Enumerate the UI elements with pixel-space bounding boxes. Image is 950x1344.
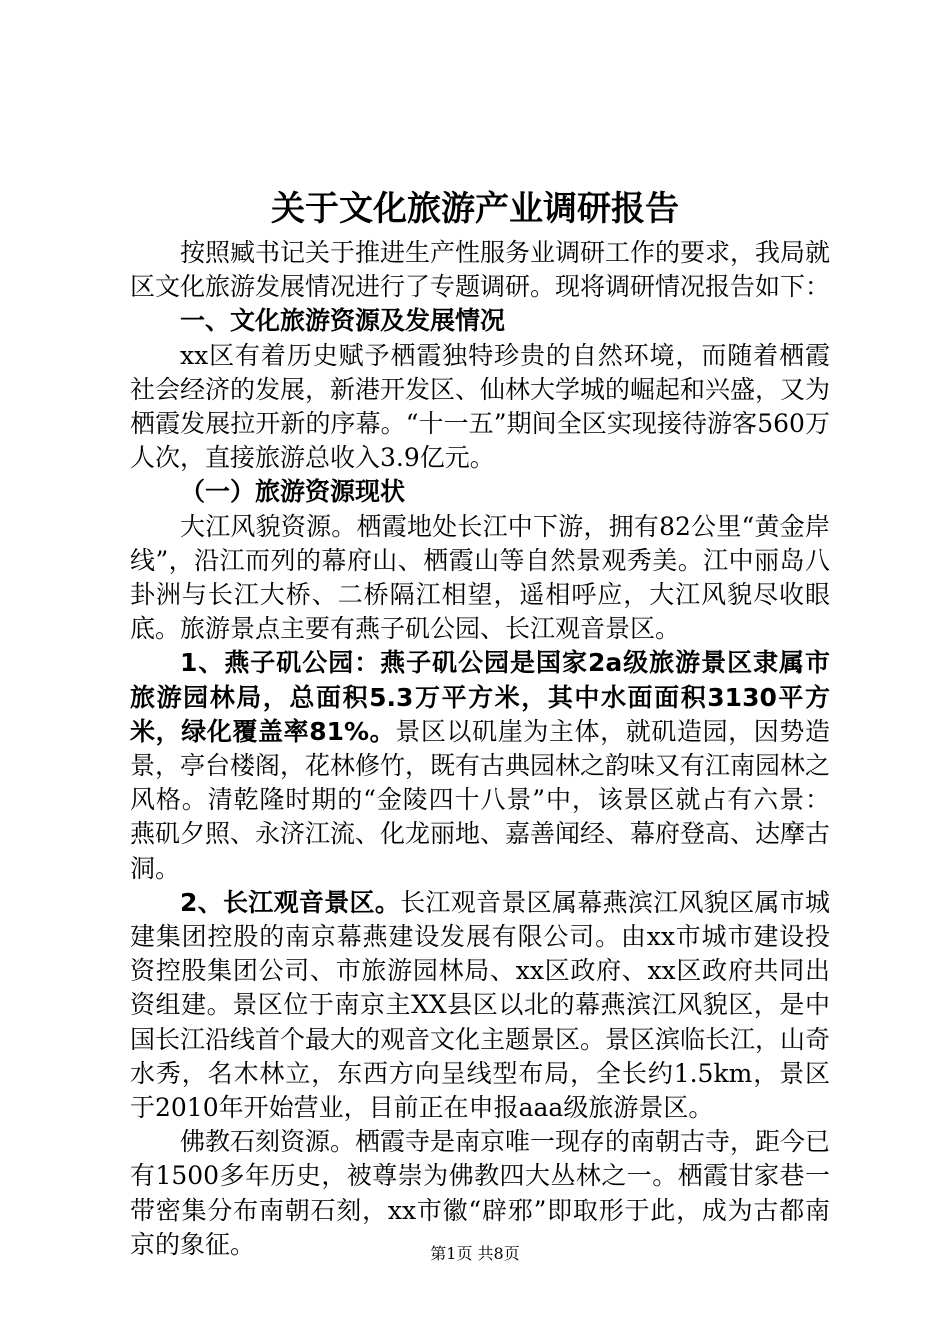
section-heading: 一、文化旅游资源及发展情况	[180, 306, 506, 336]
item-yanziji-text: 景区以矶崖为主体，就矶造园，因势造景，亭台楼阁，花林修竹，既有古典园林之韵味又有江南园林之风格。清乾隆时期的“金陵四十八景”中，该景区就占有六景：燕矶夕照、永济江流、化龙丽地、嘉善闻经、幕府登高、达摩古洞。	[130, 716, 831, 883]
item-guanyin-paragraph	[130, 886, 830, 1125]
subsection-heading: （一）旅游资源现状	[180, 477, 406, 507]
buddhist-resources-paragraph: 佛教石刻资源。栖霞寺是南京唯一现存的南朝古寺，距今已有1500多年历史，被尊崇为佛教四大丛林之一。栖霞甘家巷一带密集分布南朝石刻，xx市徽“辟邪”即取形于此，成为古都南京的象征。	[130, 1127, 831, 1259]
document-title: 关于文化旅游产业调研报告	[271, 189, 679, 229]
document-body	[130, 236, 830, 1262]
item-yanziji-paragraph	[130, 646, 830, 885]
river-resources-paragraph: 大江风貌资源。栖霞地处长江中下游，拥有82公里“黄金岸线”，沿江而列的幕府山、栖霞山等自然景观秀美。江中丽岛八卦洲与长江大桥、二桥隔江相望，遥相呼应，大江风貌尽收眼底。旅游景点主要有燕子矶公园、长江观音景区。	[130, 511, 830, 644]
page-footer: 第1页 共8页	[430, 1244, 520, 1263]
item-guanyin-text: 长江观音景区属幕燕滨江风貌区属市城建集团控股的南京幕燕建设发展有限公司。由xx市城市建设投资控股集团公司、市旅游园林局、xx区政府、xx区政府共同出资组建。景区位于南京主XX县区以北的幕燕滨江风貌区，是中国长江沿线首个最大的观音文化主题景区。景区滨临长江，山奇水秀，名木林立，东西方向呈线型布局，全长约1.5km，景区于2010年开始营业，目前正在申报aaa级旅游景区。	[130, 887, 831, 1123]
section-paragraph: xx区有着历史赋予栖霞独特珍贵的自然环境，而随着栖霞社会经济的发展，新港开发区、仙林大学城的崛起和兴盛，又为栖霞发展拉开新的序幕。“十一五”期间全区实现接待游客560万人次，直接旅游总收入3.9亿元。	[130, 340, 831, 473]
item-yanziji-lead: 1、燕子矶公园：燕子矶公园是国家2a级旅游景区隶属市旅游园林局，总面积5.3万平方米，其中水面面积3130平方米，绿化覆盖率81%。	[130, 648, 830, 746]
intro-paragraph: 按照臧书记关于推进生产性服务业调研工作的要求，我局就区文化旅游发展情况进行了专题调研。现将调研情况报告如下：	[130, 238, 831, 302]
item-guanyin-lead: 2、长江观音景区。	[180, 887, 401, 917]
